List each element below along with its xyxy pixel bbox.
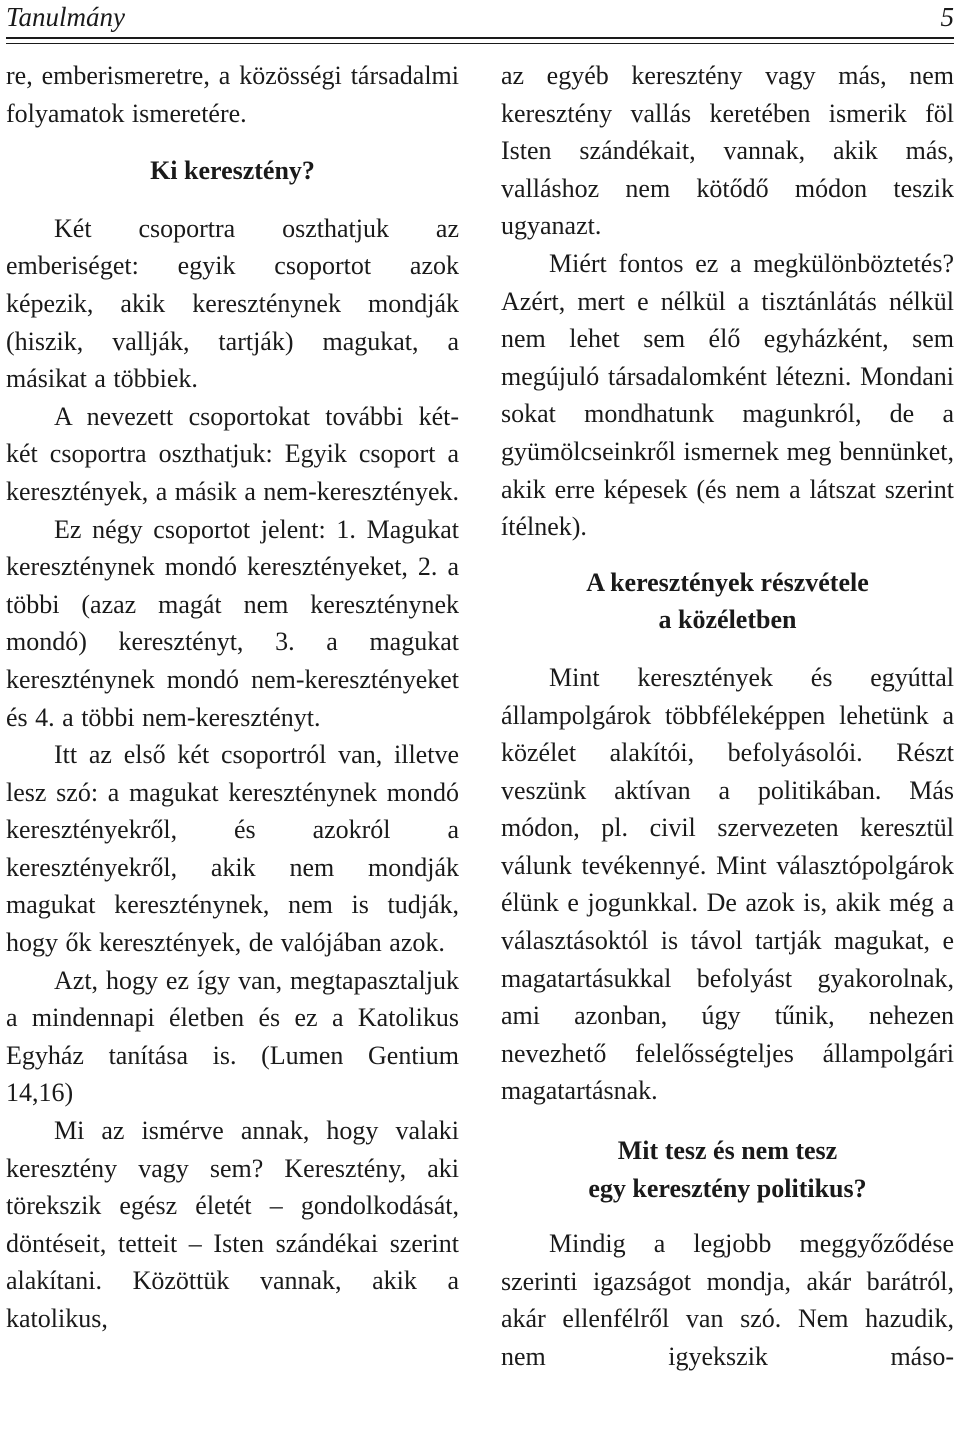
section-heading-politician-line1: Mit tesz és nem tesz bbox=[617, 1136, 838, 1166]
paragraph-first-two-groups: Itt az első két csoportról van, illetve lesz szó: a magukat kereszténynek mondó keresztényekről, és azokról a keresztényekről, akik nem mondják magukat kereszténynek, nem is tudják, hogy ők keresztények, de valójában azok. bbox=[6, 740, 459, 958]
paragraph-why-important: Miért fontos ez a megkülönböztetés? Azért, mert e nélkül a tisztánlátás nélkül nem lehet sem élő egyházként, sem megújuló társadalomként létezni. Mondani sokat mondhatunk magunkról, de a gyümölcseinkről ismernek meg bennünket, akik erre képesek (és nem a látszat szerint ítélnek). bbox=[501, 248, 954, 542]
paragraph-experience: Azt, hogy ez így van, megtapasztaljuk a mindennapi életben és ez a Katolikus Egyház tanítása is. (Lumen Gentium 14,16) bbox=[6, 965, 459, 1108]
header-rule-thin bbox=[6, 43, 954, 44]
running-title: Tanulmány bbox=[6, 2, 126, 32]
paragraph-four-groups: Ez négy csoportot jelent: 1. Magukat kereszténynek mondó keresztényeket, 2. a többi (azaz magát nem kereszténynek mondó) keresztényt, 3. a magukat kereszténynek mondó nem-keresztényeket és 4. a többi nem-keresztényt. bbox=[6, 514, 459, 732]
section-heading-public-life-line1: A keresztények részvétele bbox=[586, 567, 869, 597]
section-heading-politician-line2: egy keresztény politikus? bbox=[588, 1173, 867, 1203]
header-rule-thick bbox=[6, 37, 954, 39]
paragraph-two-groups: Két csoportra oszthatjuk az emberiséget: egyik csoportot azok képezik, akik kereszténynek mondják (hiszik, vallják, tartják) magukat, a másikat a többiek. bbox=[6, 213, 459, 394]
paragraph-continuation-right: az egyéb keresztény vagy más, nem keresztény vallás keretében ismerik föl Isten szándékait, vannak, akik más, valláshoz nem kötődő módon teszik ugyanazt. bbox=[501, 61, 954, 241]
paragraph-politician-truth: Mindig a legjobb meggyőződése szerinti igazságot mondja, akár barátról, akár ellenfélről van szó. Nem hazudik, nem igyekszik máso- bbox=[501, 1229, 954, 1371]
page-number: 5 bbox=[940, 2, 954, 32]
paragraph-citizens: Mint keresztények és egyúttal állampolgárok többféleképpen lehetünk a közélet alakítói, befolyásolói. Részt veszünk aktívan a politikában. Más módon, pl. civil szervezeten keresztül válunk tevékennyé. Mint választópolgárok élünk e jogunkkal. De azok is, akik még a választásoktól is távol tartják magukat, e magatartásukkal befolyást gyakorolnak, ami azonban, úgy tűnik, nehezen nevezhető felelősségteljes állampolgári magatartásnak. bbox=[501, 662, 954, 1106]
paragraph-subgroups: A nevezett csoportokat további két-két csoportra oszthatjuk: Egyik csoport a keresztények, a másik a nem-keresztények. bbox=[6, 401, 460, 506]
section-heading-public-life-line2: a közéletben bbox=[658, 605, 797, 635]
left-column bbox=[6, 57, 459, 1338]
running-header bbox=[6, 0, 954, 36]
paragraph-continuation: re, emberismeretre, a közösségi társadalmi folyamatok ismeretére. bbox=[6, 61, 459, 128]
paragraph-criterion: Mi az ismérve annak, hogy valaki keresztény vagy sem? Keresztény, aki törekszik egész életét – gondolkodását, döntéseit, tetteit – Isten szándékai szerint alakítani. Közöttük vannak, akik a katolikus, bbox=[6, 1116, 459, 1333]
right-column bbox=[501, 57, 954, 1376]
section-heading-who-is-christian: Ki keresztény? bbox=[150, 156, 315, 186]
